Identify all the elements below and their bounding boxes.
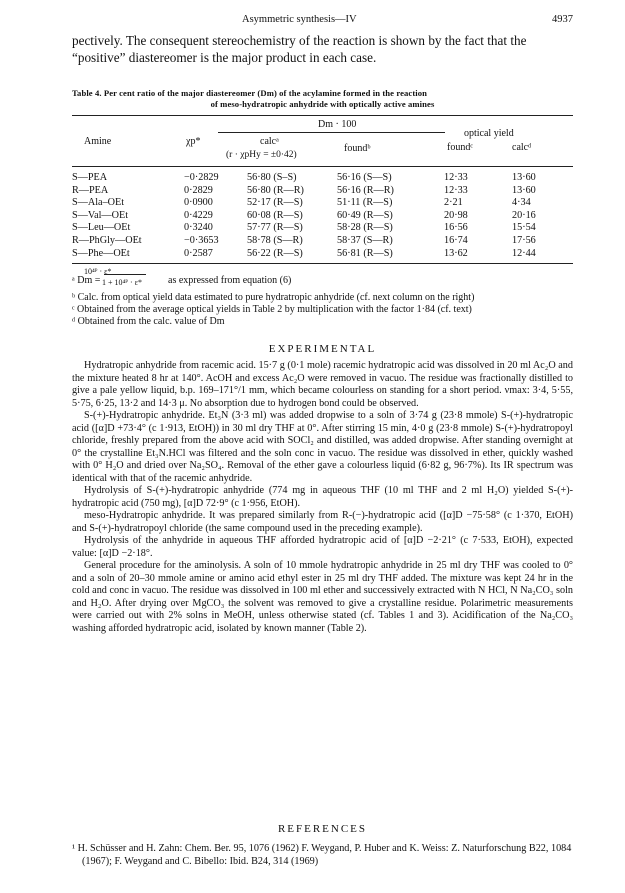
- cell-chi: 0·2829: [184, 184, 213, 196]
- running-title: Asymmetric synthesis—IV: [242, 14, 357, 25]
- cell-found: 51·11 (R—S): [337, 197, 393, 209]
- page-number: 4937: [552, 14, 573, 25]
- col-calc-header: calcᵃ: [260, 136, 279, 147]
- dm-group-header: Dm · 100: [318, 119, 357, 130]
- cell-opt-found: 12·33: [444, 172, 468, 183]
- cell-opt-calc: 4·34: [512, 197, 531, 209]
- cell-opt-found: 2·21: [444, 197, 463, 209]
- col-opt-calc-header: calcᵈ: [512, 142, 532, 153]
- table-row: [72, 185, 573, 197]
- table-caption: [72, 88, 573, 110]
- cell-opt-calc: 12·44: [512, 247, 536, 259]
- reference-1: ¹ H. Schüsser and H. Zahn: Chem. Ber. 95, 1076 (1962) F. Weygand, P. Huber and K. Weiss: Z. Naturforschung B22, 1084 (1967); F. Weygand and C. Bibello: Ibid. B24, 314 (1969): [72, 843, 572, 867]
- footnote-a-text: as expressed from equation (6): [168, 275, 292, 286]
- cell-amine: S—PEA: [72, 172, 108, 183]
- col-opt-found-header: foundᶜ: [447, 142, 473, 153]
- cell-found: 56·16 (R—R): [337, 184, 394, 196]
- running-header: [72, 14, 573, 28]
- table-bottom-rule: [72, 263, 573, 264]
- table-header-rule: [72, 166, 573, 167]
- cell-calc: 56·80 (R—R): [247, 184, 304, 196]
- footnote-a-fraction-bar: [104, 274, 146, 275]
- cell-found: 56·81 (R—S): [337, 247, 393, 259]
- cell-chi: 0·2587: [184, 247, 213, 259]
- footnote-a-numerator: 10⁴ᴾ · ε*: [84, 267, 112, 276]
- cell-opt-found: 13·62: [444, 247, 468, 259]
- optical-group-header: optical yield: [464, 128, 514, 139]
- table-row: [72, 222, 573, 234]
- footnote-a-lead: ᵃ Dm =: [72, 275, 101, 286]
- exp-paragraph-6: General procedure for the aminolysis. A soln of 10 mmole hydratropic anhydride in 25 ml dry THF was cooled to 0° and a soln of 20–30 mmole amine or amino acid ethyl ester in 25 ml dry THF added. The mixture was kept 24 hr in the cold and conc in vacuo. The residue was dissolved in 100 ml ether and successively extracted with N HCl, N Na₂CO₃ soln and H₂O. After drying over MgCO₃ the solvent was removed to give a crystalline residue. Polarimetric measurements were carried out with 2% solns in MeOH, unless otherwise stated (cf. Tables 1 and 3). Acidification of the Na₂CO₃ washing afforded hydratropic acid, isolated by known manner (Table 2).: [72, 560, 573, 634]
- cell-calc: 56·22 (R—S): [247, 247, 303, 259]
- cell-found: 60·49 (R—S): [337, 209, 393, 221]
- table-row: [72, 210, 573, 222]
- col-found-header: foundᵇ: [344, 143, 371, 154]
- cell-chi: −0·2829: [184, 172, 219, 183]
- table-row: [72, 172, 573, 184]
- cell-opt-found: 20·98: [444, 209, 468, 221]
- footnote-d: ᵈ Obtained from the calc. value of Dm: [72, 316, 225, 327]
- table-caption-line1: Table 4. Per cent ratio of the major diastereomer (Dm) of the acylamine formed in the reaction: [72, 88, 428, 98]
- cell-amine: S—Val—OEt: [72, 209, 129, 221]
- cell-amine: S—Ala–OEt: [72, 197, 125, 209]
- references-list: [72, 843, 573, 868]
- cell-calc: 60·08 (R—S): [247, 209, 303, 221]
- col-amine-header: Amine: [84, 136, 112, 147]
- cell-opt-calc: 17·56: [512, 235, 536, 246]
- cell-calc: 56·80 (S–S): [247, 172, 297, 183]
- table-row: [72, 197, 573, 209]
- footnote-b: ᵇ Calc. from optical yield data estimated to pure hydratropic anhydride (cf. next column on the right): [72, 292, 475, 303]
- intro-paragraph: pectively. The consequent stereochemistry of the reaction is shown by the fact that the “positive” diastereomer is the major product in each case.: [72, 33, 527, 65]
- cell-opt-calc: 13·60: [512, 184, 536, 196]
- exp-paragraph-1: Hydratropic anhydride from racemic acid. 15·7 g (0·1 mole) racemic hydratropic acid was dissolved in 20 ml Ac₂O and the mixture heated 8 hr at 140°. AcOH and excess Ac₂O were removed in vacuo. The residue was fractionally distilled to give a pale yellow liquid, b.p. 169–171°/1 mm, which became colourless on standing for a short period. νmax: 3·4, 5·55, 5·75, 6·25, 13·2 and 14·3 μ. No absorption due to hydrogen bond could be observed.: [72, 360, 573, 409]
- cell-opt-found: 16·56: [444, 222, 468, 234]
- cell-found: 56·16 (S—S): [337, 172, 392, 183]
- experimental-body: [72, 360, 573, 635]
- references-heading: REFERENCES: [277, 823, 368, 835]
- cell-amine: R—PEA: [72, 184, 109, 196]
- exp-paragraph-2: S-(+)-Hydratropic anhydride. Et₃N (3·3 ml) was added dropwise to a soln of 3·74 g (23·8 mmole) S-(+)-hydratropic acid ([α]D +73·4° (c 1·913, EtOH)) in 30 ml dry THF at 0°. After stirring 15 min, 4·0 g (23·8 mmole) S-(+)-hydratropoyl chloride, freshly prepared from the above acid with SOCl₂ and distilled, was added dropwise. After standing overnight at 0° the crystalline Et₃N.HCl was filtered and the soln conc in vacuo. The residue was dissolved in ether, quickly washed with 0° H₂O and dried over Na₂SO₄. Removal of the ether gave a colourless liquid (6·82 g, 96·7%). Its IR spectrum was identical with that of the racemic anhydride.: [72, 410, 573, 484]
- cell-opt-calc: 20·16: [512, 209, 536, 221]
- cell-amine: R—PhGly—OEt: [72, 235, 142, 246]
- table-row: [72, 248, 573, 260]
- table-row: [72, 235, 573, 247]
- table-caption-line2: of meso-hydratropic anhydride with optically active amines: [210, 99, 435, 109]
- cell-opt-calc: 15·54: [512, 222, 536, 234]
- cell-chi: −0·3653: [184, 235, 219, 246]
- cell-calc: 52·17 (R—S): [247, 197, 303, 209]
- cell-amine: S—Leu—OEt: [72, 222, 131, 234]
- cell-calc: 58·78 (S—R): [247, 235, 303, 246]
- cell-opt-calc: 13·60: [512, 172, 536, 183]
- cell-chi: 0·0900: [184, 197, 213, 209]
- experimental-heading: EXPERIMENTAL: [268, 343, 377, 355]
- dm-group-rule: [218, 132, 445, 133]
- cell-found: 58·37 (S—R): [337, 235, 393, 246]
- cell-opt-found: 12·33: [444, 184, 468, 196]
- cell-calc: 57·77 (R—S): [247, 222, 303, 234]
- footnote-a-denominator: 1 + 10⁴ᴾ · ε*: [102, 278, 142, 287]
- col-calc-subheader: (r · χpHy = ±0·42): [226, 150, 297, 160]
- cell-chi: 0·3240: [184, 222, 213, 234]
- footnote-c: ᶜ Obtained from the average optical yields in Table 2 by multiplication with the factor 1·84 (cf. text): [72, 304, 472, 315]
- cell-amine: S—Phe—OEt: [72, 247, 130, 259]
- cell-found: 58·28 (R—S): [337, 222, 393, 234]
- col-chi-header: χp*: [186, 136, 201, 147]
- cell-chi: 0·4229: [184, 209, 213, 221]
- table-top-rule: [72, 115, 573, 116]
- exp-paragraph-3: Hydrolysis of S-(+)-hydratropic anhydride (774 mg in aqueous THF (10 ml THF and 2 ml H₂O) yielded S-(+)-hydratropic acid (750 mg), [α]D 72·9° (c 1·956, EtOH).: [72, 485, 573, 509]
- exp-paragraph-5: Hydrolysis of the anhydride in aqueous THF afforded hydratropic acid of [α]D −2·21° (c 7·533, EtOH), expected value: [α]D −2·18°.: [72, 535, 573, 559]
- exp-paragraph-4: meso-Hydratropic anhydride. It was prepared similarly from R-(−)-hydratropic acid ([α]D −75·58° (c 1·370, EtOH) and S-(+)-hydratropoyl chloride (the same compound used in the preceding example).: [72, 510, 573, 534]
- cell-opt-found: 16·74: [444, 235, 468, 246]
